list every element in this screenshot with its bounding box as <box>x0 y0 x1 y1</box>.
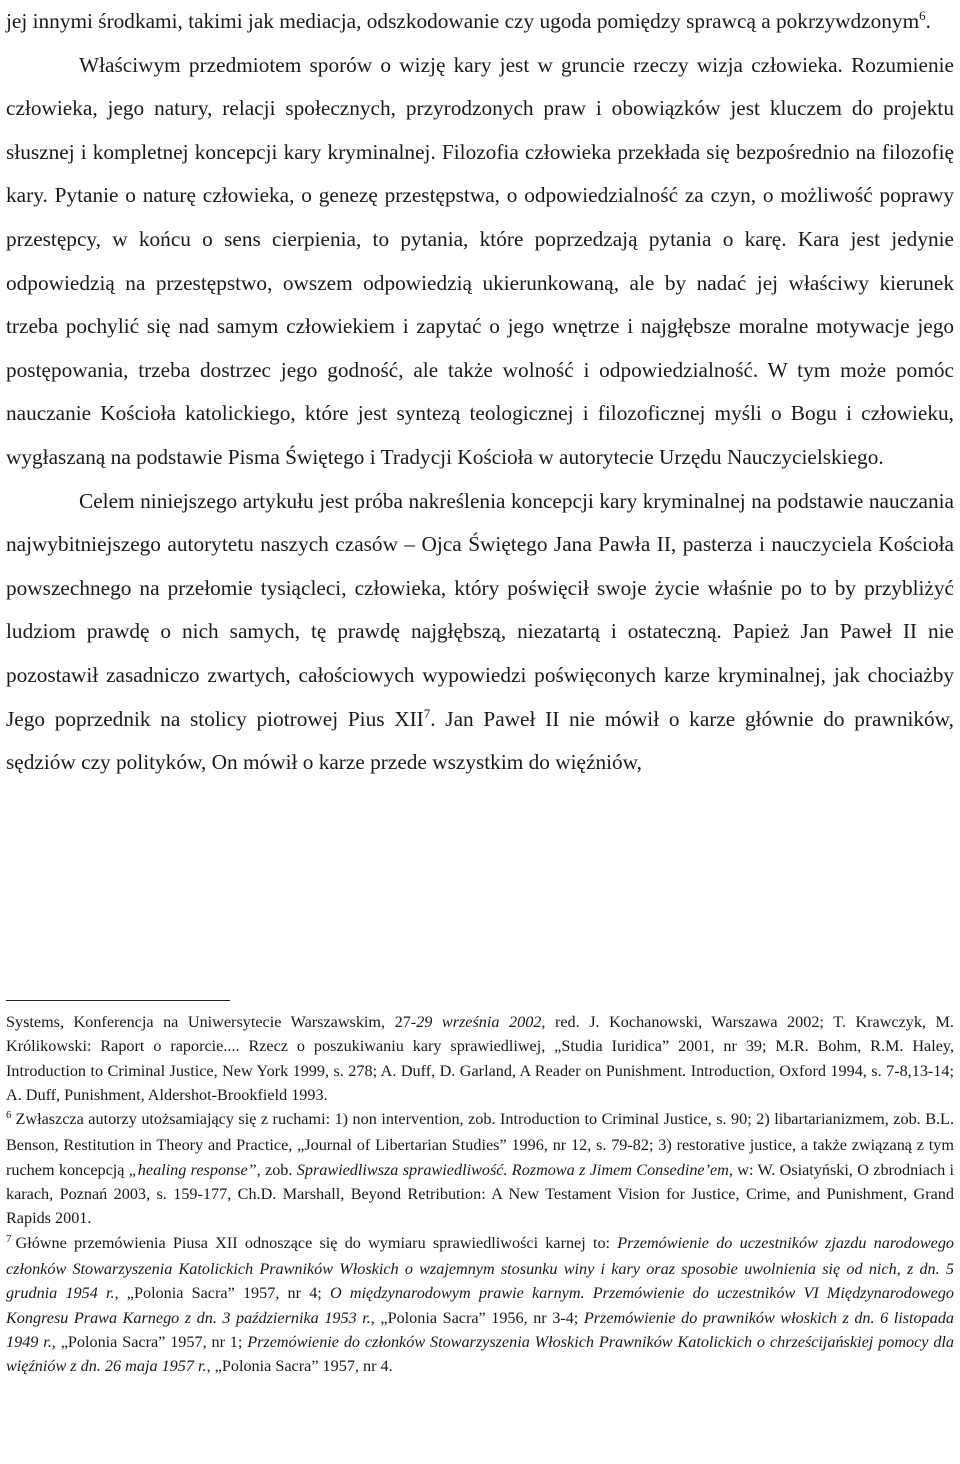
footnote-text-italic: Przemówienie do uczestników zjazdu narodowego członków Stowarzyszenia Katolickich Prawników Włoskich o wzajemnym stosunku winy i kary oraz sposobie uwolnienia się od nich, z dn. 5 grudnia 1954 r. <box>6 1233 955 1303</box>
paragraph-text: jej innymi środkami, takimi jak mediacja, odszkodowanie czy ugoda pomiędzy sprawcą a pokrzywdzonym <box>6 9 920 33</box>
paragraph-2 <box>6 480 954 785</box>
footnote-6 <box>6 1107 954 1230</box>
footnote-text: Główne przemówienia Piusa XII odnoszące się do wymiaru sprawiedliwości karnej to: <box>15 1233 618 1252</box>
footnote-text: , red. J. Kochanowski, Warszawa 2002; T. Krawczyk, M. Królikowski: Raport o raporcie.... Rzecz o poszukiwaniu kary sprawiedliwej, „Studia Iuridica” 2001, nr 39; M.R. Bohm, R.M. Haley, Introduction to Criminal Justice, New York 1999, s. 278; A. Duff, D. Garland, A Reader on Punishment. Introduction, Oxford 1994, s. 7-8,13-14; A. Duff, Punishment, Aldershot-Brookfield 1993. <box>6 1013 954 1104</box>
document-page <box>6 0 955 1376</box>
footnote-number: 7 <box>6 1232 12 1245</box>
footnote-text-italic: Przemówienie do członków Stowarzyszenia Włoskich Prawników Katolickich o chrześcijańskiej pomocy dla więźniów z dn. 26 maja 1957 r. <box>6 1332 955 1376</box>
paragraph-text-end: . <box>925 9 931 33</box>
footnote-text-italic: Sprawiedliwsza sprawiedliwość. Rozmowa z Jimem Consedine’em <box>296 1160 729 1179</box>
paragraph-text-end: . Jan Paweł II nie mówił o karze głównie do prawników, sędziów czy polityków, On mówił o karze przede wszystkim do więźniów, <box>6 706 955 775</box>
footnote-text: , „Polonia Sacra” 1957, nr 4. <box>206 1357 393 1376</box>
paragraph-text: Celem niniejszego artykułu jest próba nakreślenia koncepcji kary kryminalnej na podstawie nauczania najwybitniejszego autorytetu naszych czasów – Ojca Świętego Jana Pawła II, pasterza i nauczyciela Kościoła powszechnego na przełomie tysiącleci, człowieka, który poświęcił swoje życie właśnie po to by przybliżyć ludziom prawdę o nich samych, tę prawdę najgłębszą, niezatartą i ostateczną. Papież Jan Paweł II nie pozostawił zasadniczo zwartych, całościowych wypowiedzi poświęconych karze kryminalnej, jak chociażby Jego poprzednik na stolicy piotrowej Pius XII <box>6 488 954 731</box>
footnote-ref-6[interactable]: 6 <box>919 8 926 23</box>
footnote-text: Systems, Konferencja na Uniwersytecie Warszawskim, 27- <box>6 1013 417 1031</box>
footnote-7 <box>6 1231 954 1379</box>
paragraph-continued <box>6 0 954 44</box>
footnote-text-italic: Przemówienie do prawników włoskich z dn. 6 listopada 1949 r. <box>6 1308 955 1351</box>
footnote-continued <box>6 1010 954 1107</box>
body-text <box>6 0 954 785</box>
footnote-text: , „Polonia Sacra” 1957, nr 4; <box>114 1284 330 1303</box>
footnote-number: 6 <box>6 1109 12 1122</box>
footnote-text-italic: 29 września 2002 <box>416 1013 542 1031</box>
footnote-text-italic: O międzynarodowym prawie karnym. Przemówienie do uczestników VI Międzynarodowego Kongresu Prawa Karnego z dn. 3 października 1953 r. <box>6 1284 954 1327</box>
footnote-text: , w: W. Osiatyński, O zbrodniach i karach, Poznań 2003, s. 159-177, Ch.D. Marshall, Beyond Retribution: A New Testament Vision for Justice, Crime, and Punishment, Grand Rapids 2001. <box>6 1160 954 1228</box>
footnotes <box>6 1010 954 1378</box>
footnote-text-italic: „healing response” <box>128 1160 257 1179</box>
paragraph-1: Właściwym przedmiotem sporów o wizję kary jest w gruncie rzeczy wizja człowieka. Rozumienie człowieka, jego natury, relacji społecznych, przyrodzonych praw i obowiązków jest kluczem do projektu słusznej i kompletnej koncepcji kary kryminalnej. Filozofia człowieka przekłada się bezpośrednio na filozofię kary. Pytanie o naturę człowieka, o genezę przestępstwa, o odpowiedzialność za czyn, o możliwość poprawy przestępcy, w końcu o sens cierpienia, to pytania, które poprzedzają pytania o karę. Kara jest jedynie odpowiedzią na przestępstwo, owszem odpowiedzią ukierunkowaną, ale by nadać jej właściwy kierunek trzeba pochylić się nad samym człowiekiem i zapytać o jego wnętrze i najgłębsze moralne motywacje jego postępowania, trzeba dostrzec jego godność, ale także wolność i odpowiedzialność. W tym może pomóc nauczanie Kościoła katolickiego, które jest syntezą teologicznej i filozoficznej myśli o Bogu i człowieku, wygłaszaną na podstawie Pisma Świętego i Tradycji Kościoła w autorytecie Urzędu Nauczycielskiego. <box>6 52 954 469</box>
footnote-separator <box>6 1000 230 1001</box>
footnote-text: , „Polonia Sacra” 1956, nr 3-4; <box>370 1308 584 1327</box>
footnote-text: , „Polonia Sacra” 1957, nr 1; <box>51 1332 248 1351</box>
footnote-text: , zob. <box>256 1160 297 1179</box>
footnote-ref-7[interactable]: 7 <box>423 705 431 721</box>
footnote-text: Zwłaszcza autorzy utożsamiający się z ruchami: 1) non intervention, zob. Introduction to Criminal Justice, s. 90; 2) libartarianizmem, zob. B.L. Benson, Restitution in Theory and Practice, „Journal of Libertarian Studies” 1996, nr 12, s. 79-82; 3) restorative justice, a także związaną z tym ruchem koncepcją <box>6 1110 954 1179</box>
